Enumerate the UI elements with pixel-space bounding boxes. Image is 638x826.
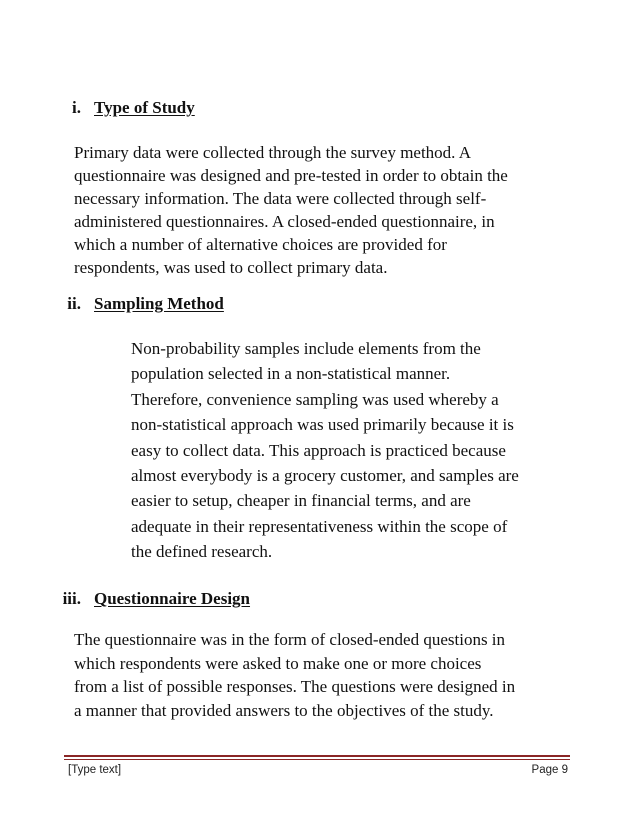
footer-rule-thin xyxy=(64,759,570,760)
section-numeral: iii. xyxy=(62,589,81,608)
paragraph-line: almost everybody is a grocery customer, and samples are xyxy=(131,466,519,486)
paragraph-type-of-study xyxy=(74,141,508,279)
paragraph-line: population selected in a non-statistical manner. xyxy=(131,364,451,384)
paragraph-line: Therefore, convenience sampling was used whereby a xyxy=(131,389,499,409)
section-heading-type-of-study xyxy=(72,98,195,118)
paragraph-line: from a list of possible responses. The questions were designed in xyxy=(74,677,516,696)
paragraph-line: Primary data were collected through the survey method. A xyxy=(74,143,472,162)
paragraph-line: a manner that provided answers to the objectives of the study. xyxy=(74,700,494,720)
paragraph-line: the defined research. xyxy=(131,542,273,562)
section-numeral: i. xyxy=(72,98,81,117)
section-numeral: ii. xyxy=(67,294,81,313)
paragraph-line: The questionnaire was in the form of closed-ended questions in xyxy=(74,630,506,649)
paragraph-line: administered questionnaires. A closed-ended questionnaire, in xyxy=(74,212,495,231)
paragraph-line: necessary information. The data were collected through self- xyxy=(74,189,487,208)
paragraph-line: easier to setup, cheaper in financial terms, and are xyxy=(131,491,471,511)
section-title: Sampling Method xyxy=(94,294,224,313)
paragraph-line: questionnaire was designed and pre-tested in order to obtain the xyxy=(74,166,508,185)
section-heading-questionnaire-design xyxy=(62,589,251,609)
paragraph-line: Non-probability samples include elements from the xyxy=(131,339,481,358)
paragraph-line: easy to collect data. This approach is practiced because xyxy=(131,440,506,460)
footer-rule xyxy=(64,755,570,757)
section-title: Questionnaire Design xyxy=(94,589,251,608)
paragraph-line: respondents, was used to collect primary data. xyxy=(74,258,388,277)
footer-page-number: Page 9 xyxy=(531,764,568,776)
paragraph-line: which a number of alternative choices are provided for xyxy=(74,235,447,254)
paragraph-questionnaire-design xyxy=(74,628,515,722)
paragraph-line: non-statistical approach was used primarily because it is xyxy=(131,415,514,435)
section-heading-sampling-method xyxy=(67,294,224,314)
paragraph-line: which respondents were asked to make one or more choices xyxy=(74,653,482,673)
section-title: Type of Study xyxy=(94,98,195,117)
footer-left-text: [Type text] xyxy=(68,764,122,776)
paragraph-line: adequate in their representativeness within the scope of xyxy=(131,516,508,536)
paragraph-sampling-method xyxy=(131,336,519,565)
